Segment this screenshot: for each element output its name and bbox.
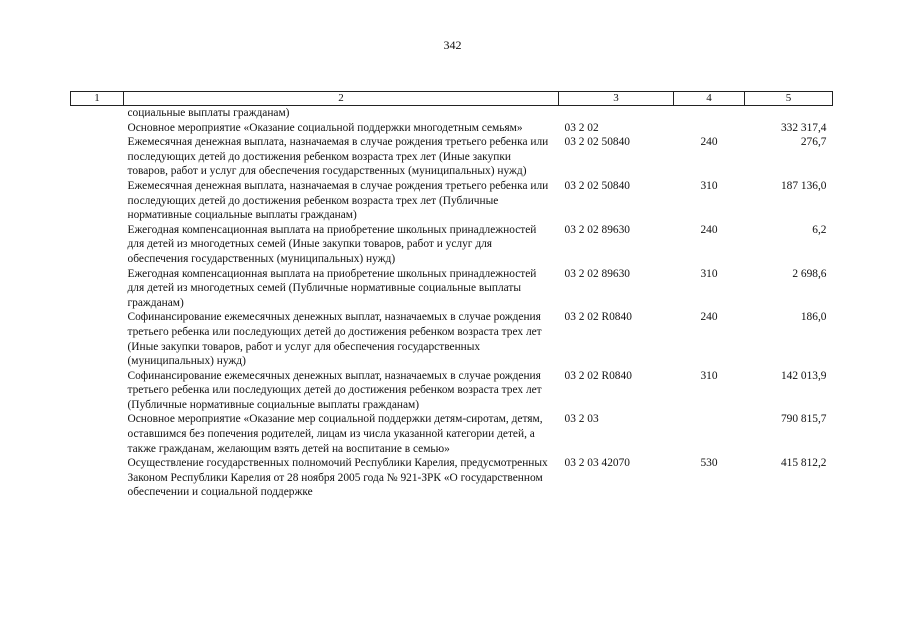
code-cell bbox=[559, 106, 674, 121]
expense-type-cell bbox=[674, 412, 745, 456]
table-header bbox=[71, 92, 833, 106]
code-cell: 03 2 02 R0840 bbox=[564, 311, 632, 324]
description-cell: Ежегодная компенсационная выплата на приобретение школьных принадлежностей для детей из многодетных семей (Публичные нормативные социальные выплаты гражданам) bbox=[127, 267, 537, 309]
table-row bbox=[71, 223, 833, 267]
code-cell: 03 2 02 R0840 bbox=[564, 369, 632, 382]
code-cell: 03 2 02 50840 bbox=[564, 179, 630, 192]
description-cell: Софинансирование ежемесячных денежных выплат, назначаемых в случае рождения третьего ребенка или последующих детей до достижения ребенком возраста трех лет (Публичные нормативные социальные выплаты гражданам) bbox=[127, 369, 542, 411]
description-cell: Ежегодная компенсационная выплата на приобретение школьных принадлежностей для детей из многодетных семей (Иные закупки товаров, работ и услуг для обеспечения государственных (муниципальных) нужд) bbox=[127, 223, 537, 265]
header-row bbox=[71, 92, 833, 106]
description-cell: Основное мероприятие «Оказание социальной поддержки многодетным семьям» bbox=[127, 121, 523, 134]
amount-cell: 187 136,0 bbox=[780, 179, 827, 192]
header-col-5: 5 bbox=[745, 92, 833, 106]
description-cell: Софинансирование ежемесячных денежных выплат, назначаемых в случае рождения третьего ребенка или последующих детей до достижения ребенком возраста трех лет (Иные закупки товаров, работ и услуг для обеспечения государственных (муниципальных) нужд) bbox=[127, 311, 542, 368]
expense-type-cell: 530 bbox=[700, 457, 718, 470]
row-number-cell bbox=[71, 267, 124, 311]
expense-type-cell: 310 bbox=[700, 369, 718, 382]
row-number-cell bbox=[71, 223, 124, 267]
expense-type-cell: 240 bbox=[700, 136, 718, 149]
amount-cell: 415 812,2 bbox=[780, 457, 827, 470]
table-row bbox=[71, 412, 833, 456]
row-number-cell bbox=[71, 179, 124, 223]
budget-table bbox=[70, 91, 833, 500]
amount-cell: 142 013,9 bbox=[780, 369, 827, 382]
amount-cell: 790 815,7 bbox=[780, 413, 827, 426]
header-col-2: 2 bbox=[124, 92, 559, 106]
row-number-cell bbox=[71, 369, 124, 413]
amount-cell: 186,0 bbox=[800, 311, 827, 324]
code-cell: 03 2 03 bbox=[564, 413, 599, 426]
header-col-3: 3 bbox=[559, 92, 674, 106]
table-row bbox=[71, 456, 833, 500]
row-number-cell bbox=[71, 412, 124, 456]
table-row bbox=[71, 369, 833, 413]
code-cell: 03 2 02 bbox=[564, 121, 599, 134]
description-cell: Ежемесячная денежная выплата, назначаемая в случае рождения третьего ребенка или последующих детей до достижения ребенком возраста трех лет (Публичные нормативные социальные выплаты гражданам) bbox=[127, 179, 549, 222]
amount-cell: 332 317,4 bbox=[780, 121, 827, 134]
row-number-cell bbox=[71, 106, 124, 121]
amount-cell: 276,7 bbox=[800, 136, 827, 149]
description-cell: Осуществление государственных полномочий Республики Карелия, предусмотренных Законом Республики Карелия от 28 ноября 2005 года № 921-ЗРК «О государственном обеспечении и социальной поддержке bbox=[127, 457, 548, 499]
table-row bbox=[71, 267, 833, 311]
row-number-cell bbox=[71, 135, 124, 179]
row-number-cell bbox=[71, 456, 124, 500]
table-body bbox=[71, 106, 833, 501]
expense-type-cell bbox=[674, 121, 745, 136]
code-cell: 03 2 03 42070 bbox=[564, 457, 630, 470]
code-cell: 03 2 02 89630 bbox=[564, 267, 630, 280]
row-number-cell bbox=[71, 121, 124, 136]
header-col-4: 4 bbox=[674, 92, 745, 106]
code-cell: 03 2 02 50840 bbox=[564, 136, 630, 149]
header-col-1: 1 bbox=[71, 92, 124, 106]
expense-type-cell: 310 bbox=[700, 267, 718, 280]
expense-type-cell: 240 bbox=[700, 311, 718, 324]
amount-cell: 2 698,6 bbox=[792, 267, 827, 280]
description-cell: Ежемесячная денежная выплата, назначаемая в случае рождения третьего ребенка или последующих детей до достижения ребенком возраста трех лет (Иные закупки товаров, работ и услуг для обеспечения государственных (муниципальных) нужд) bbox=[127, 136, 549, 178]
row-number-cell bbox=[71, 310, 124, 368]
expense-type-cell: 240 bbox=[700, 223, 718, 236]
expense-type-cell: 310 bbox=[700, 179, 718, 192]
expense-type-cell bbox=[674, 106, 745, 121]
code-cell: 03 2 02 89630 bbox=[564, 223, 630, 236]
description-cell: социальные выплаты гражданам) bbox=[127, 107, 290, 119]
table-row bbox=[71, 121, 833, 136]
page-number: 342 bbox=[443, 38, 462, 52]
table-row bbox=[71, 179, 833, 223]
table-row bbox=[71, 135, 833, 179]
table-row bbox=[71, 106, 833, 121]
amount-cell bbox=[745, 106, 833, 121]
amount-cell: 6,2 bbox=[812, 223, 827, 236]
description-cell: Основное мероприятие «Оказание мер социальной поддержки детям-сиротам, детям, оставшимся без попечения родителей, лицам из числа указанной категории детей, а также гражданам, желающим взять детей на воспитание в семью» bbox=[127, 413, 543, 455]
table-row bbox=[71, 310, 833, 368]
